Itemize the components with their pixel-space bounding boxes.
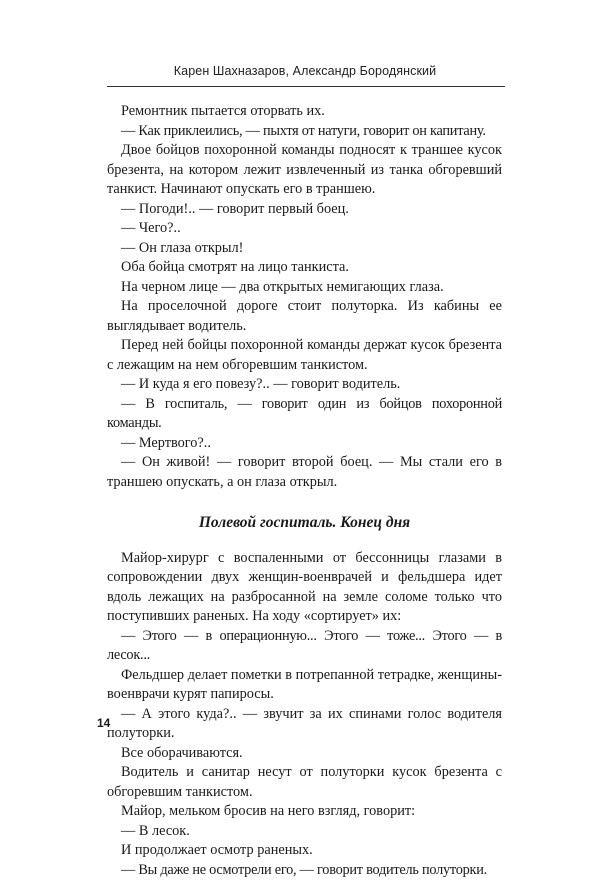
body-text	[107, 102, 502, 880]
paragraph: На черном лице — два открытых немигающих глаза.	[107, 278, 502, 298]
paragraph: Майор-хирург с воспаленными от бессонницы глазами в сопровождении двух женщин-военврачей и фельдшера идет вдоль лежащих на разбросанной на земле соломе только что поступивших раненых. На ходу «сортирует» их:	[107, 549, 502, 627]
paragraph: — Погоди!.. — говорит первый боец.	[107, 200, 502, 220]
paragraph: — Вы даже не осмотрели его, — говорит водитель полуторки.	[107, 861, 502, 880]
paragraph: — Он глаза открыл!	[107, 239, 502, 259]
paragraph: Оба бойца смотрят на лицо танкиста.	[107, 258, 502, 278]
page-number: 14	[97, 716, 110, 730]
paragraph: Ремонтник пытается оторвать их.	[107, 102, 502, 122]
paragraph: — В госпиталь, — говорит один из бойцов похоронной команды.	[107, 395, 502, 434]
paragraph: Двое бойцов похоронной команды подносят к траншее кусок брезента, на котором лежит извлеченный из танка обгоревший танкист. Начинают опускать его в траншею.	[107, 141, 502, 200]
running-head: Карен Шахназаров, Александр Бородянский	[110, 64, 500, 78]
paragraph: — И куда я его повезу?.. — говорит водитель.	[107, 375, 502, 395]
header-rule	[107, 86, 505, 87]
paragraph: Фельдшер делает пометки в потрепанной тетрадке, женщины-военврачи курят папиросы.	[107, 666, 502, 705]
paragraph: Водитель и санитар несут от полуторки кусок брезента с обгоревшим танкистом.	[107, 763, 502, 802]
section-heading: Полевой госпиталь. Конец дня	[107, 513, 502, 533]
paragraph: — А этого куда?.. — звучит за их спинами голос водителя полуторки.	[107, 705, 502, 744]
paragraph: — Чего?..	[107, 219, 502, 239]
paragraph: На проселочной дороге стоит полуторка. Из кабины ее выглядывает водитель.	[107, 297, 502, 336]
paragraph: Майор, мельком бросив на него взгляд, говорит:	[107, 802, 502, 822]
paragraph: — Этого — в операционную... Этого — тоже... Этого — в лесок...	[107, 627, 502, 666]
paragraph: — В лесок.	[107, 822, 502, 842]
paragraph: Перед ней бойцы похоронной команды держат кусок брезента с лежащим на нем обгоревшим танкистом.	[107, 336, 502, 375]
paragraph: — Он живой! — говорит второй боец. — Мы стали его в траншею опускать, а он глаза открыл.	[107, 453, 502, 492]
paragraph: Все оборачиваются.	[107, 744, 502, 764]
paragraph: И продолжает осмотр раненых.	[107, 841, 502, 861]
paragraph: — Как приклеились, — пыхтя от натуги, говорит он капитану.	[107, 122, 502, 142]
paragraph: — Мертвого?..	[107, 434, 502, 454]
